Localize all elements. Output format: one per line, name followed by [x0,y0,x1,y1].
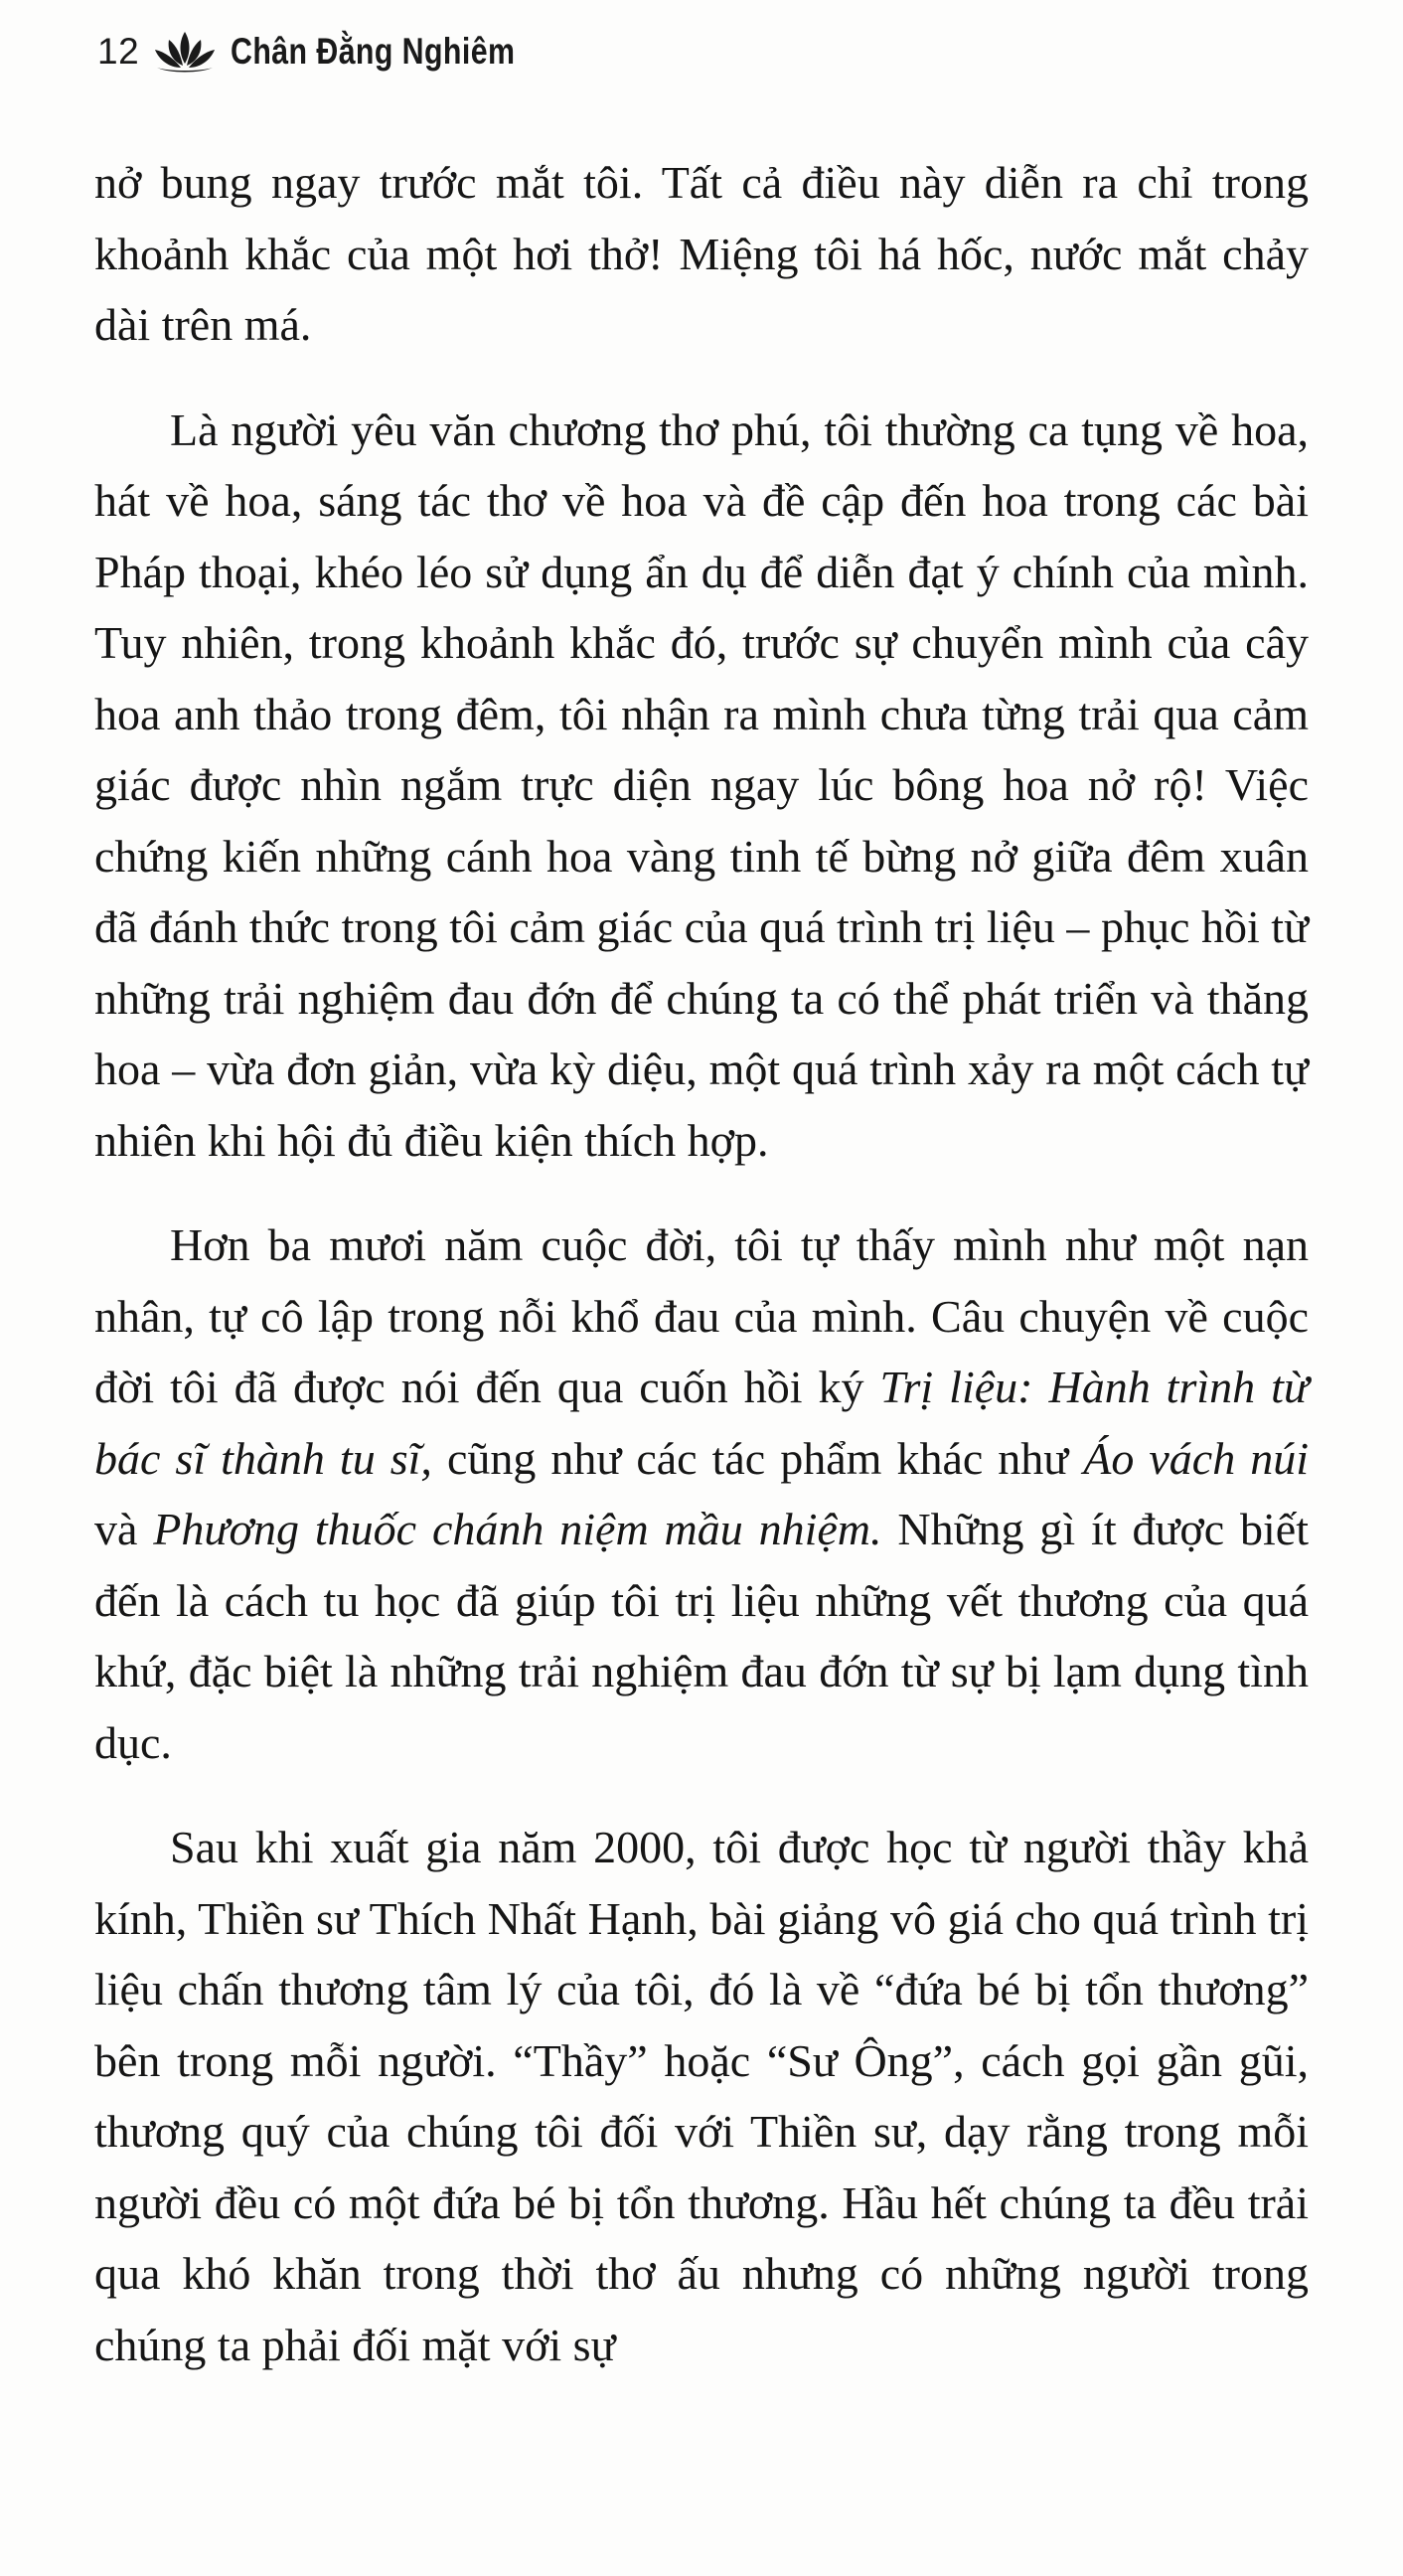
book-title-ao-vach-nui: Áo vách núi [1083,1432,1309,1484]
paragraph-3-text-2: cũng như các tác phẩm khác như [431,1432,1084,1484]
text-body [94,147,1309,2414]
lotus-icon [149,28,221,76]
paragraph-3 [94,1209,1309,1778]
paragraph-1: nở bung ngay trước mắt tôi. Tất cả điều này diễn ra chỉ trong khoảnh khắc của một hơi thở! Miệng tôi há hốc, nước mắt chảy dài trên má. [94,157,1309,350]
book-title: Chân Đằng Nghiêm [231,31,516,72]
paragraph-2: Là người yêu văn chương thơ phú, tôi thường ca tụng về hoa, hát về hoa, sáng tác thơ về hoa và đề cập đến hoa trong các bài Pháp thoại, khéo léo sử dụng ẩn dụ để diễn đạt ý chính của mình. Tuy nhiên, trong khoảnh khắc đó, trước sự chuyển mình của cây hoa anh thảo trong đêm, tôi nhận ra mình chưa từng trải qua cảm giác được nhìn ngắm trực diện ngay lúc bông hoa nở rộ! Việc chứng kiến những cánh hoa vàng tinh tế bừng nở giữa đêm xuân đã đánh thức trong tôi cảm giác của quá trình trị liệu – phục hồi từ những trải nghiệm đau đớn để chúng ta có thể phát triển và thăng hoa – vừa đơn giản, vừa kỳ diệu, một quá trình xảy ra một cách tự nhiên khi hội đủ điều kiện thích hợp. [94,403,1309,1166]
paragraph-3-text-3: và [94,1504,154,1554]
page-number: 12 [97,31,140,72]
paragraph-3-text-1: Hơn ba mươi năm cuộc đời, tôi tự thấy mình như một nạn nhân, tự cô lập trong nỗi khổ đau của mình. Câu chuyện về cuộc đời tôi đã được nói đến qua cuốn hồi ký [94,1219,1309,1412]
running-header [97,22,577,81]
book-title-phuong-thuoc: Phương thuốc chánh niệm mầu nhiệm. [153,1504,882,1554]
paragraph-3-text-4: Những gì ít được biết đến là cách tu học đã giúp tôi trị liệu những vết thương của quá khứ, đặc biệt là những trải nghiệm đau đớn từ sự bị lạm dụng tình dục. [94,1504,1310,1768]
paragraph-4: Sau khi xuất gia năm 2000, tôi được học từ người thầy khả kính, Thiền sư Thích Nhất Hạnh, bài giảng vô giá cho quá trình trị liệu chấn thương tâm lý của tôi, đó là về “đứa bé bị tổn thương” bên trong mỗi người. “Thầy” hoặc “Sư Ông”, cách gọi gần gũi, thương quý của chúng tôi đối với Thiền sư, dạy rằng trong mỗi người đều có một đứa bé bị tổn thương. Hầu hết chúng ta đều trải qua khó khăn trong thời thơ ấu nhưng có những người trong chúng ta phải đối mặt với sự [94,1822,1309,2370]
book-title-tri-lieu: Trị liệu: Hành trình từ bác sĩ thành tu sĩ, [94,1362,1309,1484]
